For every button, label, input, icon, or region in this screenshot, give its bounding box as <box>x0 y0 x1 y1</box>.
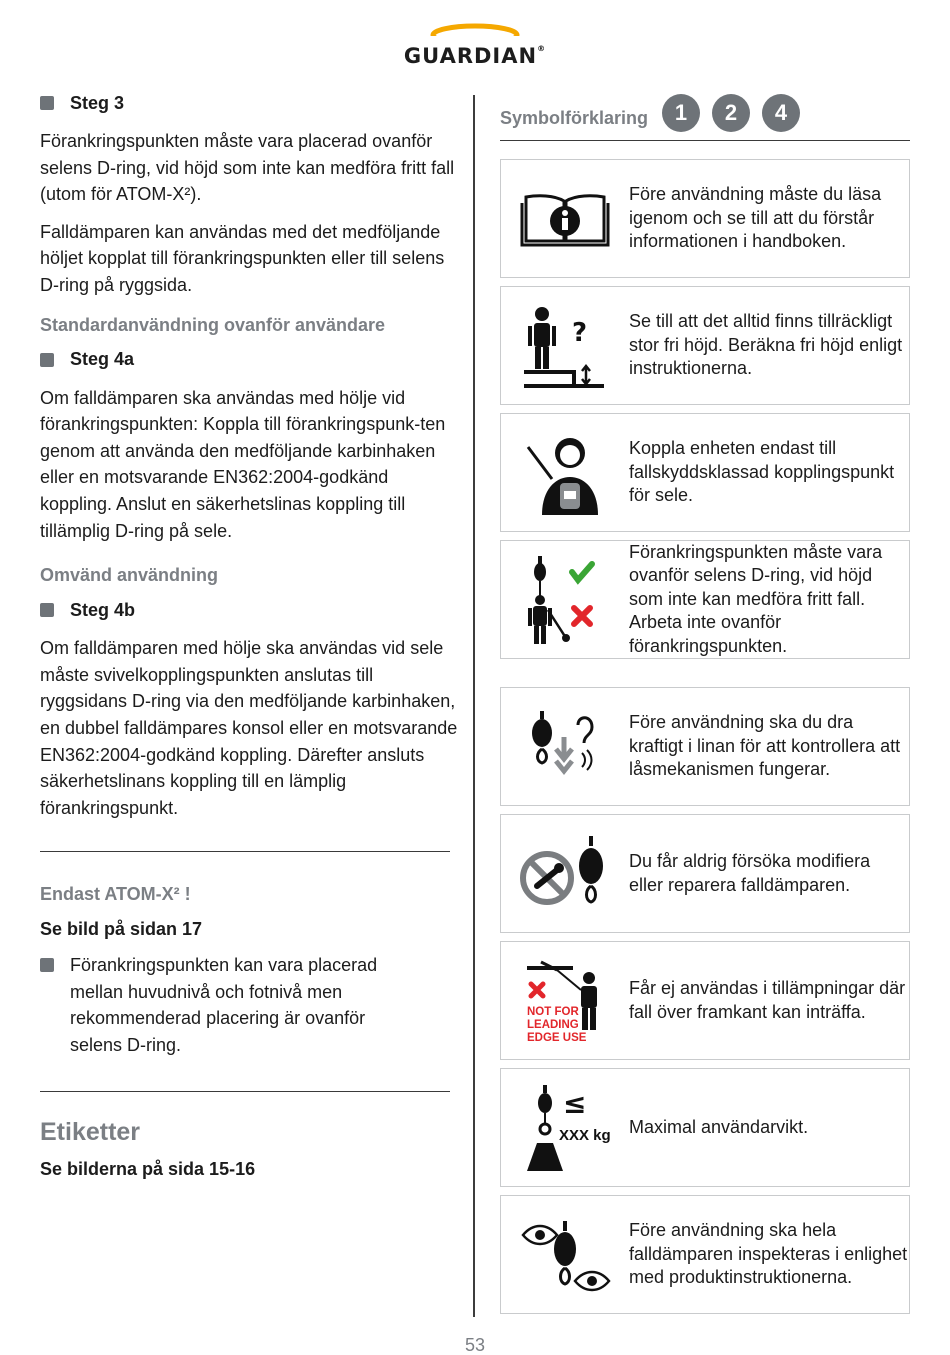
section-divider <box>40 851 450 852</box>
symbol-row <box>500 159 910 278</box>
step4b-heading: Steg 4b <box>40 595 465 625</box>
symbol-text: Maximal användarvikt. <box>629 1116 809 1137</box>
brand-logo <box>0 22 950 68</box>
step3-paragraph-2: Falldämparen kan användas med det medföljande höljet kopplat till förankringspunkten eller till selens D-ring på ryggsida. <box>40 221 445 295</box>
symbol-text: Före användning ska du dra kraftigt i linan för att kontrollera att låsmekanismen fungerar. <box>629 712 901 780</box>
labels-heading: Etiketter <box>40 1117 141 1146</box>
symbol-text: Se till att det alltid finns tillräckligt stor fri höjd. Beräkna fri höjd enligt instruktionerna. <box>629 311 903 379</box>
anchor-above-icon <box>501 541 629 658</box>
left-column <box>40 88 465 1180</box>
less-equal-symbol: ≤ <box>563 1087 587 1120</box>
symbol-row <box>500 286 910 405</box>
brand-name: GUARDIAN® <box>403 44 547 68</box>
symbol-row <box>500 687 910 806</box>
pull-test-icon <box>501 688 629 805</box>
symbol-row <box>500 1068 910 1187</box>
bullet-square-icon <box>40 96 54 110</box>
bullet-square-icon <box>40 353 54 367</box>
step4a-paragraph: Om falldämparen ska användas med hölje vid förankringspunkten: Koppla till förankringspunk-ten genom att använda den medföljande karbinhaken eller en motsvarande EN362:2004-godkänd koppling. Anslut en säkerhetslinas koppling till tillämplig D-ring på sele. <box>40 387 446 541</box>
legend-rule <box>500 140 910 141</box>
circle-badge: 4 <box>762 94 800 132</box>
symbol-row <box>500 941 910 1060</box>
not-leading-edge-icon <box>501 942 629 1059</box>
inspect-icon <box>501 1196 629 1313</box>
standard-use-heading: Standardanvändning ovanför användare <box>40 314 386 335</box>
atom-see-figure: Se bild på sidan 17 <box>40 919 203 940</box>
symbol-row <box>500 1195 910 1314</box>
symbol-legend-title: Symbolförklaring <box>500 107 649 128</box>
max-weight-icon <box>501 1069 629 1186</box>
symbol-text: Förankringspunkten måste vara ovanför selens D-ring, vid höjd som inte kan medföra fritt fall. Arbeta inte ovanför förankringspunkten. <box>629 541 883 656</box>
symbol-legend-header <box>500 90 910 141</box>
reverse-use-heading: Omvänd användning <box>40 565 219 586</box>
no-repair-icon <box>501 815 629 932</box>
svg-text:?: ? <box>572 317 588 348</box>
bullet-square-icon <box>40 603 54 617</box>
step3-heading: Steg 3 <box>40 88 465 118</box>
step4a-heading: Steg 4a <box>40 345 465 375</box>
weight-label: XXX kg <box>559 1127 611 1144</box>
symbol-row <box>500 413 910 532</box>
harness-connection-icon <box>501 414 629 531</box>
page-number: 53 <box>464 1335 486 1355</box>
symbol-text: Före användning måste du läsa igenom och se till att du förstår informationen i handboken. <box>629 184 882 252</box>
bullet-square-icon <box>40 958 54 972</box>
atom-bullet: Förankringspunkten kan vara placerad mellan huvudnivå och fotnivå men rekommenderad placering är ovanför selens D-ring. <box>40 952 465 1058</box>
clearance-height-icon <box>501 287 629 404</box>
step3-paragraph-1: Förankringspunkten måste vara placerad ovanför selens D-ring, vid höjd som inte kan medföra fritt fall (utom för ATOM-X²). <box>40 131 455 205</box>
symbol-text: Koppla enheten endast till fallskyddsklassad kopplingspunkt för sele. <box>629 438 895 506</box>
circle-badge: 2 <box>712 94 750 132</box>
manual-info-icon <box>501 160 629 277</box>
step4b-paragraph: Om falldämparen med hölje ska användas vid sele måste svivelkopplingspunkten anslutas till ryggsidans D-ring via den medföljande karbinhaken, en dubbel falldämpares konsol eller en motsvarande EN362:2004-godkänd koppling. Därefter ansluts säkerhetslinans koppling till en lämplig förankringspunkt. <box>40 638 458 818</box>
symbol-text: Får ej användas i tillämpningar där fall över framkant kan inträffa. <box>629 978 906 1022</box>
symbol-text: Före användning ska hela falldämparen inspekteras i enlighet med produktinstruktionerna. <box>629 1220 908 1288</box>
column-divider <box>473 95 475 1317</box>
labels-see-figures: Se bilderna på sida 15-16 <box>40 1158 256 1179</box>
section-divider <box>40 1091 450 1092</box>
circle-badge: 1 <box>662 94 700 132</box>
atom-heading: Endast ATOM-X² ! <box>40 884 191 905</box>
symbol-text: Du får aldrig försöka modifiera eller reparera falldämparen. <box>629 851 871 895</box>
not-for-leading-edge-badge: NOT FOR LEADING EDGE USE <box>527 1006 587 1044</box>
symbol-row <box>500 814 910 933</box>
symbol-row <box>500 540 910 659</box>
